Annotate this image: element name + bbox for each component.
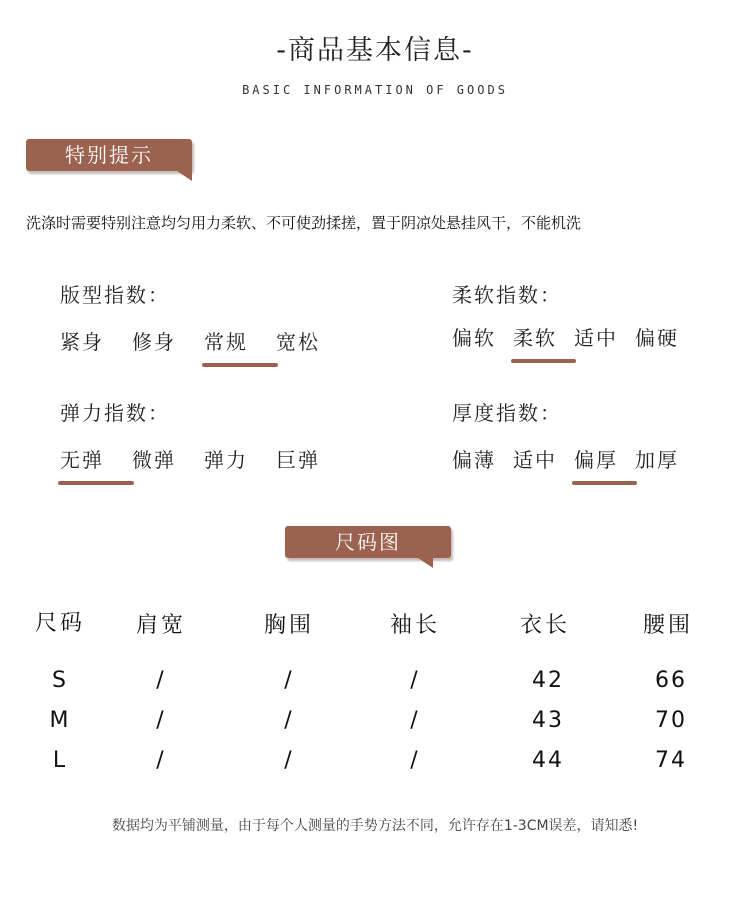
table-cell: 44 xyxy=(532,748,564,773)
chest-header: 胸围 xyxy=(263,613,314,638)
table-cell: / xyxy=(156,668,166,693)
thickness-index-options xyxy=(452,444,696,473)
table-cell: / xyxy=(410,748,420,773)
size-chart-tag xyxy=(285,526,451,558)
tag-tail xyxy=(174,169,192,181)
special-tip-tag xyxy=(26,139,192,171)
page-title: -商品基本信息- xyxy=(276,35,474,66)
thickness-option: 偏薄 xyxy=(452,448,496,472)
elasticity-option-selected: 无弹 xyxy=(60,444,132,473)
thickness-option: 适中 xyxy=(513,448,557,472)
length-header: 衣长 xyxy=(519,613,570,638)
table-cell: 42 xyxy=(532,668,564,693)
thickness-option: 加厚 xyxy=(635,448,679,472)
fit-option: 紧身 xyxy=(60,330,104,354)
softness-option: 偏软 xyxy=(452,326,496,350)
elasticity-option: 微弹 xyxy=(132,448,176,472)
special-tip-label: 特别提示 xyxy=(26,139,192,171)
elasticity-index-label: 弹力指数： xyxy=(60,401,170,425)
table-cell: / xyxy=(284,668,294,693)
table-cell: / xyxy=(284,748,294,773)
table-cell: / xyxy=(410,668,420,693)
table-cell: / xyxy=(284,708,294,733)
table-cell: L xyxy=(52,748,68,773)
size-header: 尺码 xyxy=(34,611,85,636)
table-cell: 43 xyxy=(532,708,564,733)
sleeve-header: 袖长 xyxy=(389,613,440,638)
softness-option: 适中 xyxy=(574,326,618,350)
table-cell: / xyxy=(156,708,166,733)
fit-index-label: 版型指数： xyxy=(60,283,170,307)
page-subtitle: BASIC INFORMATION OF GOODS xyxy=(242,83,508,97)
fit-option: 宽松 xyxy=(276,330,320,354)
waist-header: 腰围 xyxy=(642,613,693,638)
thickness-option-selected: 偏厚 xyxy=(574,444,635,473)
care-note: 洗涤时需要特别注意均匀用力柔软、不可使劲揉搓，置于阴凉处悬挂风干，不能机洗 xyxy=(26,214,582,232)
softness-index-label: 柔软指数： xyxy=(452,283,562,307)
table-cell: 70 xyxy=(655,708,687,733)
size-chart-label: 尺码图 xyxy=(285,526,451,558)
tag-tail xyxy=(415,556,433,568)
thickness-index-label: 厚度指数： xyxy=(452,401,562,425)
shoulder-header: 肩宽 xyxy=(135,613,186,638)
elasticity-index-options xyxy=(60,444,348,473)
elasticity-option: 巨弹 xyxy=(276,448,320,472)
fit-option: 修身 xyxy=(132,330,176,354)
table-cell: / xyxy=(156,748,166,773)
measurement-note: 数据均为平铺测量，由于每个人测量的手势方法不同，允许存在1-3CM误差，请知悉! xyxy=(111,818,639,834)
softness-option: 偏硬 xyxy=(635,326,679,350)
fit-option-selected: 常规 xyxy=(204,326,276,355)
table-cell: 74 xyxy=(655,748,687,773)
softness-option-selected: 柔软 xyxy=(513,322,574,351)
table-cell: 66 xyxy=(655,668,687,693)
softness-index-options xyxy=(452,322,696,351)
table-cell: M xyxy=(49,708,71,733)
table-cell: / xyxy=(410,708,420,733)
elasticity-option: 弹力 xyxy=(204,448,248,472)
table-cell: S xyxy=(52,668,68,693)
fit-index-options xyxy=(60,326,348,355)
